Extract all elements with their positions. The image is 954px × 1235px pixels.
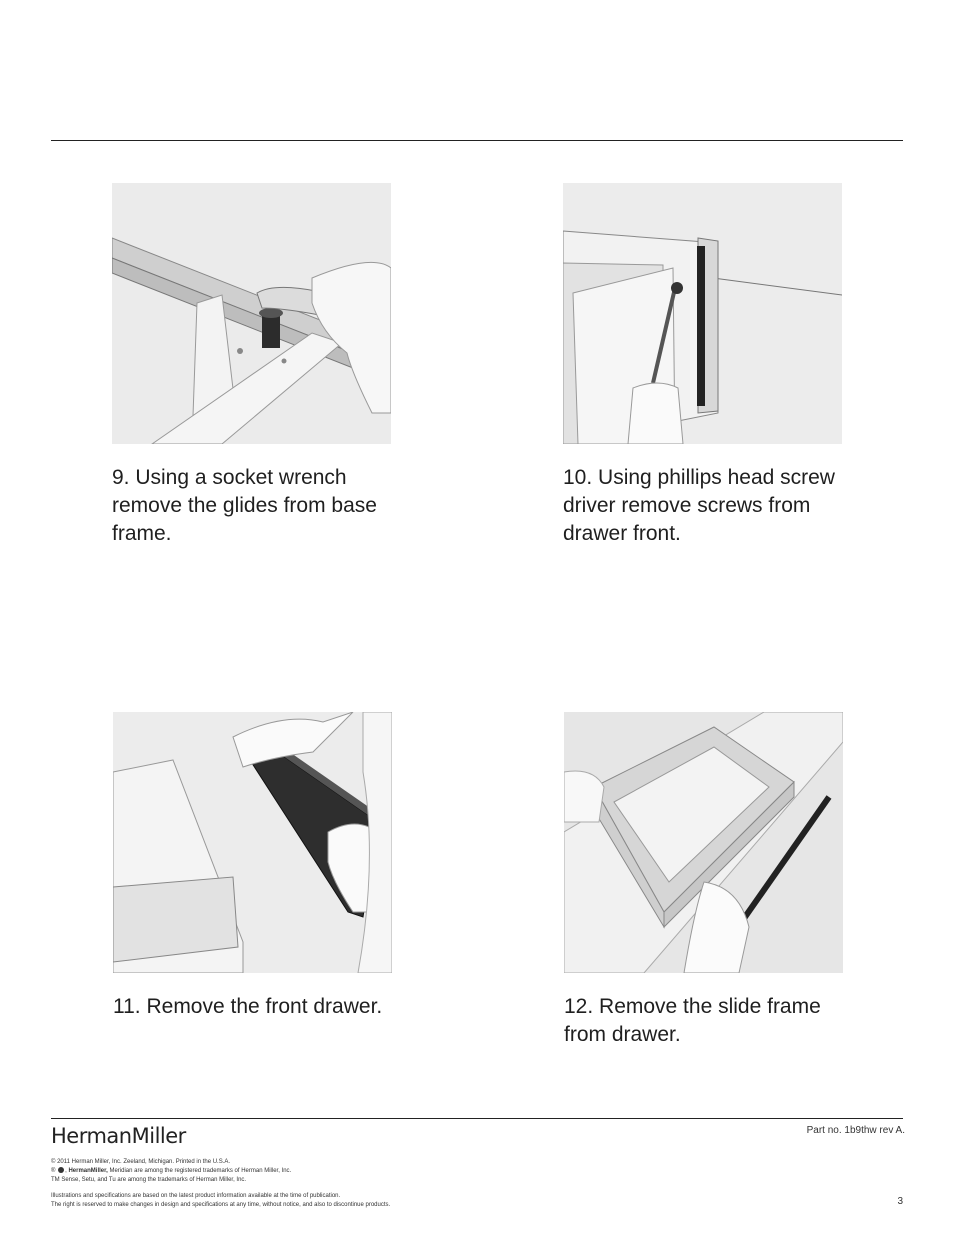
step-9-caption: 9. Using a socket wrench remove the glides from base frame.	[112, 466, 377, 545]
step-11-caption: 11. Remove the front drawer.	[113, 995, 383, 1018]
trademarks-line: TM Sense, Setu, and Tu are among the trademarks of Herman Miller, Inc.	[51, 1177, 247, 1183]
brand-logo: HermanMiller	[51, 1124, 186, 1148]
disclaimer-line-2: The right is reserved to make changes in design and specifications at any time, without notice, and also to discontinue products.	[51, 1202, 391, 1208]
registered-brand: HermanMiller,	[68, 1168, 108, 1174]
hm-logo-icon	[58, 1167, 64, 1173]
top-divider	[51, 140, 903, 141]
step-11	[113, 712, 413, 1021]
step-10	[563, 183, 863, 548]
step-10-caption: 10. Using phillips head screw driver remove screws from drawer front.	[563, 466, 835, 545]
page-number: 3	[897, 1196, 903, 1207]
remove-front-drawer-illustration	[113, 712, 392, 973]
registered-trademarks-line: ® , HermanMiller, Meridian are among the registered trademarks of Herman Miller, Inc.	[51, 1168, 292, 1174]
step-12-caption: 12. Remove the slide frame from drawer.	[564, 995, 821, 1046]
footer-divider	[51, 1118, 903, 1119]
part-number: Part no. 1b9thw rev A.	[806, 1125, 905, 1136]
step-12	[564, 712, 864, 1049]
registered-mark: ®	[51, 1168, 56, 1174]
step-9	[112, 183, 412, 548]
remove-slide-frame-illustration	[564, 712, 843, 973]
copyright-line: © 2011 Herman Miller, Inc. Zeeland, Michigan. Printed in the U.S.A.	[51, 1159, 231, 1165]
registered-rest: Meridian are among the registered trademarks of Herman Miller, Inc.	[109, 1168, 292, 1174]
socket-wrench-glide-illustration	[112, 183, 391, 444]
screwdriver-drawer-front-illustration	[563, 183, 842, 444]
disclaimer-line-1: Illustrations and specifications are based on the latest product information available at the time of publication.	[51, 1193, 341, 1199]
